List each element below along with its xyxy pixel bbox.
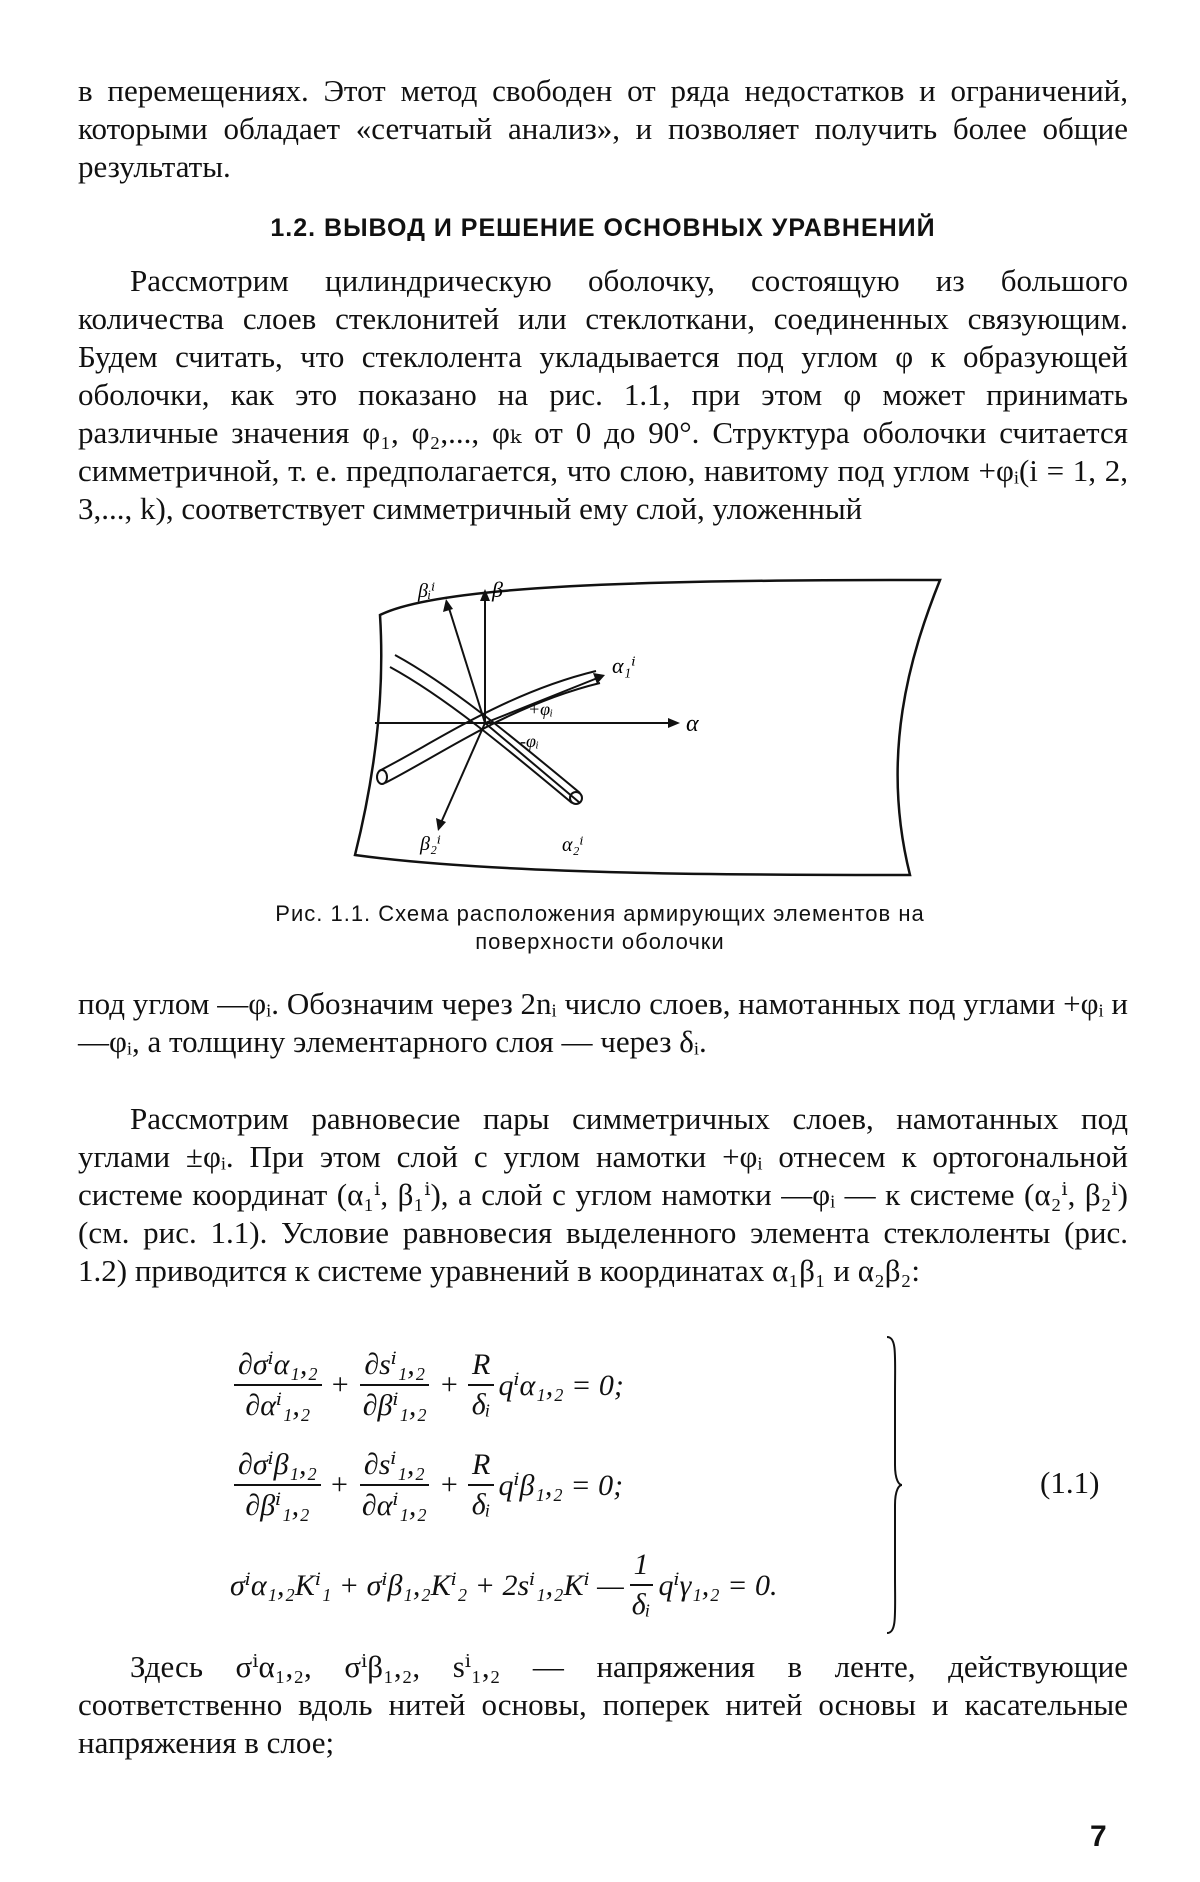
paragraph-4: Здесь σⁱα₁,₂, σⁱβ₁,₂, sⁱ₁,₂ — напряжения в ленте, действующие соответственно вдоль нитей основы, поперек нитей основы и касательные напряжения в слое; [78, 1649, 1128, 1760]
fiber-plus-end [377, 770, 387, 784]
eq1-num-b: ∂sⁱ₁,₂ [360, 1347, 429, 1386]
equation-3 [230, 1540, 777, 1630]
eq1-den-c: δᵢ [471, 1388, 491, 1421]
eq1-num-c: R [468, 1348, 494, 1386]
label-plus-phi: +φᵢ [528, 699, 553, 719]
eq3-num: 1 [630, 1548, 653, 1586]
eq2-den-b: ∂αⁱ₁,₂ [361, 1489, 427, 1522]
eq1-frac-b [359, 1347, 431, 1423]
beta2-axis [440, 723, 485, 825]
eq1-frac-a [234, 1347, 322, 1423]
label-alpha: α [686, 711, 699, 737]
equation-1: $\frac{\text{∂σⁱα₁,₂}}{\text{∂αⁱ₁,₂}}$ + $\frac{\text{∂sⁱ₁,₂}}{\text{∂βⁱ₁,₂}}$ + $\frac{R}{\text{δᵢ}}$ qⁱα₁,₂ = 0; [230, 1340, 624, 1430]
beta-arrowhead [480, 589, 490, 601]
beta2-arrowhead [436, 818, 446, 831]
eq3-den: δᵢ [631, 1588, 651, 1621]
beta1-axis [448, 605, 485, 723]
eq2-frac-b [358, 1447, 431, 1523]
label-beta-i: βᵢⁱ [418, 580, 436, 602]
label-alpha-2: α₂ⁱ [562, 834, 584, 856]
paragraph-intro: в перемещениях. Этот метод свободен от ряда недостатков и ограничений, которыми обладает «сетчатый анализ», и позволяет получить более общие результаты. [78, 73, 1128, 184]
paragraph-1: Рассмотрим цилиндрическую оболочку, состоящую из большого количества слоев стеклонитей или стеклоткани, соединенных связующим. Будем считать, что стеклолента укладывается под углом φ к образующей оболочки, как это показано на рис. 1.1, при этом φ может принимать различные значения φ₁, φ₂,..., φₖ от 0 до 90°. Структура оболочки считается симметричной, т. е. предполагается, что слою, навитому под углом +φᵢ(i = 1, 2, 3,..., k), соответствует симметричный ему слой, уложенный [78, 263, 1128, 526]
alpha-arrowhead [668, 718, 680, 728]
paragraph-2: под углом —φᵢ. Обозначим через 2nᵢ число слоев, намотанных под углами +φᵢ и —φᵢ, а толщину элементарного слоя — через δᵢ. [78, 986, 1128, 1059]
page-number: 7 [1090, 1820, 1107, 1853]
equation-number: (1.1) [1040, 1465, 1100, 1500]
eq2-tail: qⁱβ₁,₂ = 0; [498, 1468, 624, 1502]
eq3-head: σⁱα₁,₂Kⁱ₁ + σⁱβ₁,₂Kⁱ₂ + 2sⁱ₁,₂Kⁱ — [230, 1568, 624, 1602]
eq2-num-a: ∂σⁱβ₁,₂ [234, 1447, 321, 1486]
eq1-frac-c [468, 1348, 495, 1422]
eq3-frac [628, 1548, 655, 1622]
eq2-den-a: ∂βⁱ₁,₂ [245, 1489, 310, 1522]
fiber-plus-edge-1 [385, 683, 600, 783]
equation-2: $\frac{\text{∂σⁱβ₁,₂}}{\text{∂βⁱ₁,₂}}$ + $\frac{\text{∂sⁱ₁,₂}}{\text{∂αⁱ₁,₂}}$ + $\frac{R}{\text{δᵢ}}$ qⁱβ₁,₂ = 0; [230, 1440, 623, 1530]
eq2-num-c: R [468, 1448, 494, 1486]
shell-surface [355, 580, 940, 875]
label-beta: β [492, 577, 503, 602]
eq1-tail: qⁱα₁,₂ = 0; [498, 1368, 624, 1402]
eq2-frac-c [468, 1448, 495, 1522]
label-beta-2: β₂ⁱ [420, 833, 441, 855]
equation-brace [885, 1335, 903, 1635]
eq3-tail: qⁱγ₁,₂ = 0. [658, 1568, 778, 1602]
equation-system [230, 1340, 930, 1635]
figure-reinforcement-scheme [350, 575, 950, 885]
label-minus-phi: -φᵢ [520, 731, 539, 751]
eq1-den-a: ∂αⁱ₁,₂ [245, 1389, 311, 1422]
paragraph-3: Рассмотрим равновесие пары симметричных слоев, намотанных под углами ±φᵢ. При этом слой с углом намотки +φᵢ отнесем к ортогональной системе координат (α₁ⁱ, β₁ⁱ), а слой с углом намотки —φᵢ — к системе (α₂ⁱ, β₂ⁱ) (см. рис. 1.1). Условие равновесия выделенного элемента стеклоленты (рис. 1.2) приводится к системе уравнений в координатах α₁β₁ и α₂β₂: [78, 1101, 1128, 1288]
label-alpha-i: α₁ⁱ [612, 653, 636, 678]
eq1-den-b: ∂βⁱ₁,₂ [362, 1389, 427, 1422]
figure-caption: Рис. 1.1. Схема расположения армирующих элементов на поверхности оболочки [275, 901, 925, 954]
eq2-num-b: ∂sⁱ₁,₂ [360, 1447, 429, 1486]
section-heading: 1.2. ВЫВОД И РЕШЕНИЕ ОСНОВНЫХ УРАВНЕНИЙ [270, 214, 936, 242]
beta1-arrowhead [443, 599, 453, 612]
eq1-num-a: ∂σⁱα₁,₂ [234, 1347, 322, 1386]
eq2-frac-a [234, 1447, 321, 1523]
eq2-den-c: δᵢ [471, 1488, 491, 1521]
